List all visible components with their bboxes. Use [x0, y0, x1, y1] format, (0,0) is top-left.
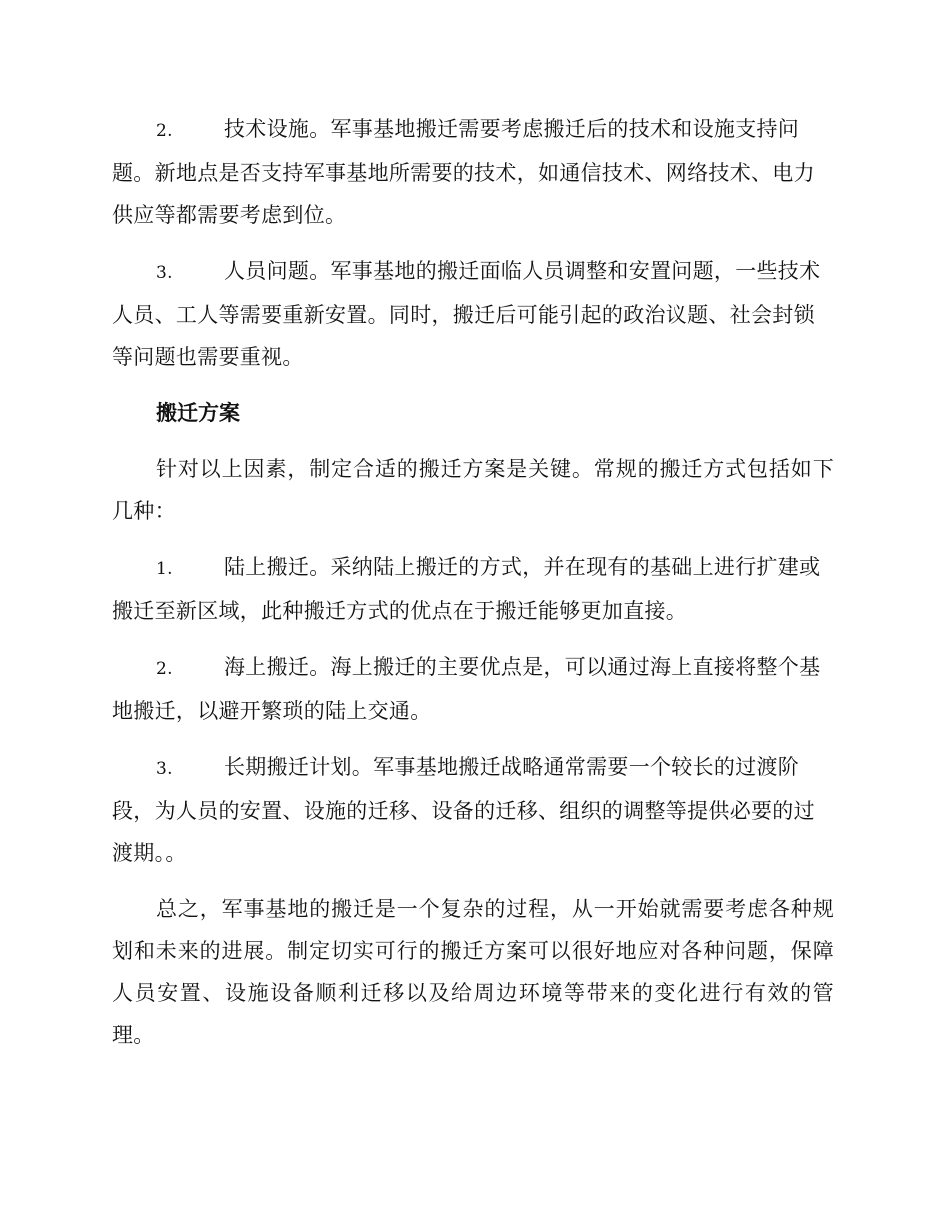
list-item-land-relocation [112, 546, 834, 632]
list-item-tech-facilities [112, 108, 834, 236]
list-number: 3. [156, 263, 173, 283]
list-item-text: 陆上搬迁。采纳陆上搬迁的方式，并在现有的基础上进行扩建或搬迁至新区域，此种搬迁方式的优点在于搬迁能够更加直接。 [112, 555, 821, 623]
list-number: 3. [156, 759, 173, 779]
list-item-text: 技术设施。军事基地搬迁需要考虑搬迁后的技术和设施支持问题。新地点是否支持军事基地所需要的技术，如通信技术、网络技术、电力供应等都需要考虑到位。 [112, 117, 815, 227]
intro-paragraph: 针对以上因素，制定合适的搬迁方案是关键。常规的搬迁方式包括如下几种： [112, 457, 834, 523]
document-body [112, 108, 834, 1056]
list-item-sea-relocation [112, 646, 834, 732]
conclusion-paragraph: 总之，军事基地的搬迁是一个复杂的过程，从一开始就需要考虑各种规划和未来的进展。制定切实可行的搬迁方案可以很好地应对各种问题，保障人员安置、设施设备顺利迁移以及给周边环境等带来的变化进行有效的管理。 [112, 897, 834, 1047]
list-item-long-term-plan [112, 746, 834, 874]
list-item-personnel [112, 250, 834, 378]
list-item-text: 长期搬迁计划。军事基地搬迁战略通常需要一个较长的过渡阶段，为人员的安置、设施的迁移、设备的迁移、组织的调整等提供必要的过渡期。。 [112, 755, 815, 865]
list-number: 2. [156, 659, 173, 679]
list-number: 1. [156, 559, 173, 579]
list-item-text: 海上搬迁。海上搬迁的主要优点是，可以通过海上直接将整个基地搬迁，以避开繁琐的陆上交通。 [112, 655, 821, 723]
list-item-text: 人员问题。军事基地的搬迁面临人员调整和安置问题，一些技术人员、工人等需要重新安置。同时，搬迁后可能引起的政治议题、社会封锁等问题也需要重视。 [112, 259, 821, 369]
list-number: 2. [156, 121, 173, 141]
section-heading: 搬迁方案 [156, 401, 240, 425]
